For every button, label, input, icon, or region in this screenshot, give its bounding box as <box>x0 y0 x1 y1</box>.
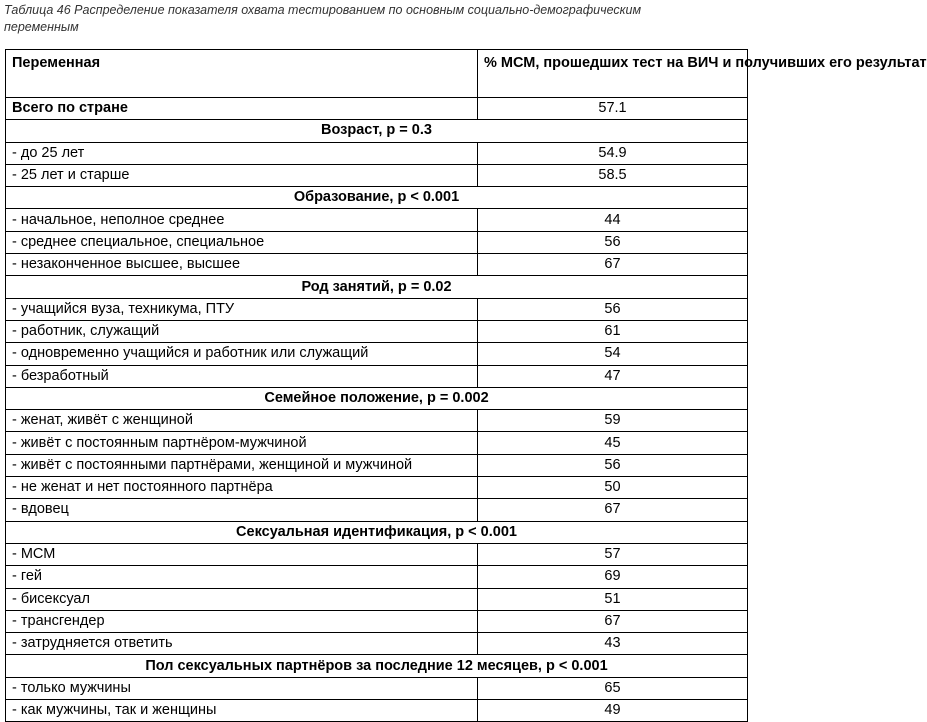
total-value: 57.1 <box>478 98 748 120</box>
row-value: 49 <box>478 700 748 722</box>
row-label: - как мужчины, так и женщины <box>6 700 478 722</box>
row-label: - среднее специальное, специальное <box>6 231 478 253</box>
row-value: 57 <box>478 543 748 565</box>
row-label: - незаконченное высшее, высшее <box>6 254 478 276</box>
table-row <box>6 543 748 565</box>
data-table <box>5 49 927 722</box>
table-row <box>6 499 748 521</box>
total-label: Всего по стране <box>6 98 478 120</box>
row-value: 61 <box>478 320 748 342</box>
row-label: - вдовец <box>6 499 478 521</box>
row-value: 51 <box>478 588 748 610</box>
row-value: 69 <box>478 566 748 588</box>
section-header-row <box>6 187 748 209</box>
table-row <box>6 410 748 432</box>
table-row <box>6 588 748 610</box>
row-value: 56 <box>478 454 748 476</box>
header-value: % МСМ, прошедших тест на ВИЧ и получивших его результат <box>478 50 748 98</box>
table-row <box>6 209 748 231</box>
table-row <box>6 164 748 186</box>
table-row <box>6 432 748 454</box>
row-label: - живёт с постоянным партнёром-мужчиной <box>6 432 478 454</box>
row-value: 67 <box>478 499 748 521</box>
table-row <box>6 231 748 253</box>
row-value: 54 <box>478 343 748 365</box>
row-value: 43 <box>478 633 748 655</box>
section-title: Пол сексуальных партнёров за последние 12 месяцев, р < 0.001 <box>6 655 748 677</box>
table-row <box>6 700 748 722</box>
section-header-row <box>6 120 748 142</box>
row-value: 47 <box>478 365 748 387</box>
row-label: - гей <box>6 566 478 588</box>
table-row <box>6 566 748 588</box>
row-label: - трансгендер <box>6 610 478 632</box>
row-label: - женат, живёт с женщиной <box>6 410 478 432</box>
row-value: 56 <box>478 231 748 253</box>
row-value: 50 <box>478 477 748 499</box>
row-label: - живёт с постоянными партнёрами, женщиной и мужчиной <box>6 454 478 476</box>
section-header-row <box>6 387 748 409</box>
section-title: Возраст, р = 0.3 <box>6 120 748 142</box>
table-row <box>6 454 748 476</box>
table-body <box>6 98 748 722</box>
table-row <box>6 343 748 365</box>
section-title: Образование, р < 0.001 <box>6 187 748 209</box>
row-label: - учащийся вуза, техникума, ПТУ <box>6 298 478 320</box>
row-label: - работник, служащий <box>6 320 478 342</box>
row-label: - только мужчины <box>6 677 478 699</box>
row-value: 56 <box>478 298 748 320</box>
section-header-row <box>6 655 748 677</box>
row-label: - 25 лет и старше <box>6 164 478 186</box>
row-value: 67 <box>478 610 748 632</box>
table-row <box>6 254 748 276</box>
row-value: 45 <box>478 432 748 454</box>
row-label: - бисексуал <box>6 588 478 610</box>
section-header-row <box>6 276 748 298</box>
section-title: Сексуальная идентификация, р < 0.001 <box>6 521 748 543</box>
section-header-row <box>6 521 748 543</box>
header-row <box>6 50 748 98</box>
row-label: - начальное, неполное среднее <box>6 209 478 231</box>
row-value: 58.5 <box>478 164 748 186</box>
table-row <box>6 677 748 699</box>
row-value: 67 <box>478 254 748 276</box>
row-value: 54.9 <box>478 142 748 164</box>
row-label: - МСМ <box>6 543 478 565</box>
total-row <box>6 98 748 120</box>
row-label: - безработный <box>6 365 478 387</box>
section-title: Семейное положение, р = 0.002 <box>6 387 748 409</box>
table-row <box>6 142 748 164</box>
header-variable: Переменная <box>6 50 478 98</box>
row-value: 65 <box>478 677 748 699</box>
row-label: - одновременно учащийся и работник или служащий <box>6 343 478 365</box>
row-label: - не женат и нет постоянного партнёра <box>6 477 478 499</box>
table-row <box>6 477 748 499</box>
row-value: 59 <box>478 410 748 432</box>
table-row <box>6 298 748 320</box>
table-row <box>6 320 748 342</box>
table-caption: Таблица 46 Распределение показателя охвата тестированием по основным социально-демографическим переменным <box>4 3 642 34</box>
row-label: - до 25 лет <box>6 142 478 164</box>
row-label: - затрудняется ответить <box>6 633 478 655</box>
table-row <box>6 365 748 387</box>
table-row <box>6 610 748 632</box>
section-title: Род занятий, р = 0.02 <box>6 276 748 298</box>
row-value: 44 <box>478 209 748 231</box>
table-row <box>6 633 748 655</box>
